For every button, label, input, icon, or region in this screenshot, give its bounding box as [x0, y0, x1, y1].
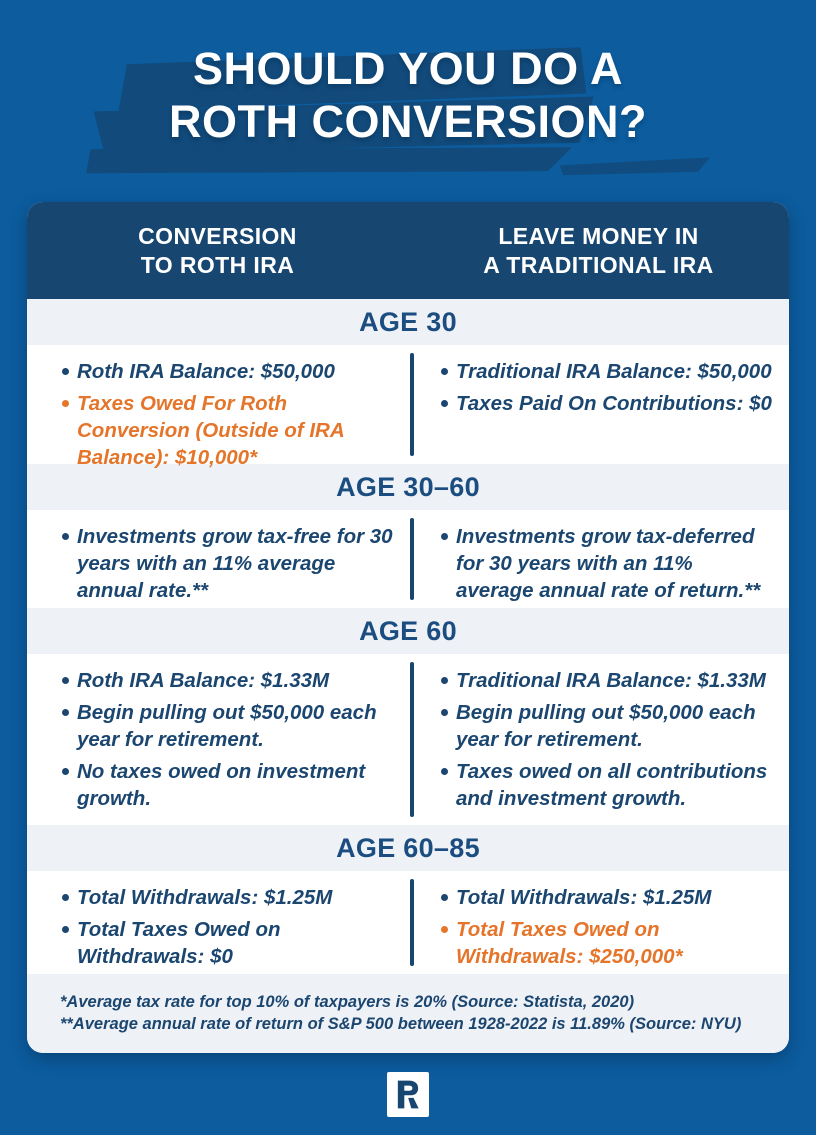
- bullet-item: Roth IRA Balance: $50,000: [60, 358, 394, 385]
- bullet-item: Taxes owed on all contributions and investment growth.: [439, 758, 773, 812]
- bullet-item-highlight: Taxes Owed For Roth Conversion (Outside of IRA Balance): $10,000*: [60, 390, 394, 471]
- bullet-item: Begin pulling out $50,000 each year for retirement.: [60, 699, 394, 753]
- section-label: AGE 60: [359, 615, 457, 646]
- bullet-list: [60, 667, 394, 812]
- section-label: AGE 30–60: [336, 471, 480, 502]
- bullet-item: Taxes Paid On Contributions: $0: [439, 390, 773, 417]
- traditional-cell-age-30-60: [414, 510, 789, 608]
- section-row-age-30: [27, 345, 789, 469]
- bullet-item: Total Withdrawals: $1.25M: [60, 884, 394, 911]
- roth-cell-age-60-85: [27, 871, 410, 974]
- ramsey-r-icon: [396, 1080, 420, 1109]
- section-band-age-60: [27, 608, 789, 654]
- column-header-traditional-line2: A TRADITIONAL IRA: [483, 251, 714, 278]
- brush-stroke: [560, 157, 710, 176]
- bullet-list: [60, 884, 394, 970]
- bullet-item: Investments grow tax-free for 30 years with an 11% average annual rate.**: [60, 523, 394, 604]
- bullet-item: Begin pulling out $50,000 each year for retirement.: [439, 699, 773, 753]
- section-band-age-30: [27, 299, 789, 345]
- roth-cell-age-30-60: [27, 510, 410, 608]
- section-band-age-60-85: [27, 825, 789, 871]
- card-header: [27, 202, 789, 299]
- section-row-age-30-60: [27, 510, 789, 608]
- section-row-age-60: [27, 654, 789, 825]
- bullet-item: Total Taxes Owed on Withdrawals: $0: [60, 916, 394, 970]
- roth-cell-age-30: [27, 345, 410, 469]
- page-title: [0, 42, 816, 148]
- traditional-cell-age-60-85: [414, 871, 789, 974]
- bullet-item: Total Withdrawals: $1.25M: [439, 884, 773, 911]
- bullet-item-highlight: Total Taxes Owed on Withdrawals: $250,000*: [439, 916, 773, 970]
- column-header-roth: [27, 202, 408, 299]
- traditional-cell-age-60: [414, 654, 789, 825]
- traditional-cell-age-30: [414, 345, 789, 464]
- bullet-list: [439, 523, 773, 604]
- section-label: AGE 60–85: [336, 832, 480, 863]
- ramsey-logo: [387, 1072, 429, 1117]
- section-row-age-60-85: [27, 871, 789, 974]
- title-block: [0, 42, 816, 148]
- bullet-item: Traditional IRA Balance: $1.33M: [439, 667, 773, 694]
- page-title-line1: SHOULD YOU DO A: [192, 43, 624, 94]
- page-title-line2: ROTH CONVERSION?: [168, 96, 648, 147]
- bullet-list: [439, 884, 773, 970]
- column-header-roth-line1: CONVERSION: [138, 222, 297, 249]
- bullet-item: Investments grow tax-deferred for 30 years with an 11% average annual rate of return.**: [439, 523, 773, 604]
- comparison-card: [27, 202, 789, 1053]
- bullet-list: [439, 358, 773, 417]
- column-header-traditional: [408, 202, 789, 299]
- bullet-list: [439, 667, 773, 812]
- bullet-item: Roth IRA Balance: $1.33M: [60, 667, 394, 694]
- roth-cell-age-60: [27, 654, 410, 825]
- section-label: AGE 30: [359, 306, 457, 337]
- footnote-1: *Average tax rate for top 10% of taxpayers is 20% (Source: Statista, 2020): [60, 993, 635, 1011]
- footnote-2: **Average annual rate of return of S&P 500 between 1928-2022 is 11.89% (Source: NYU): [60, 1015, 742, 1033]
- bullet-list: [60, 523, 394, 604]
- column-header-traditional-line1: LEAVE MONEY IN: [498, 222, 699, 249]
- bullet-item: Traditional IRA Balance: $50,000: [439, 358, 773, 385]
- column-header-roth-line2: TO ROTH IRA: [140, 251, 295, 278]
- bullet-list: [60, 358, 394, 471]
- bullet-item: No taxes owed on investment growth.: [60, 758, 394, 812]
- footnotes: [27, 974, 789, 1053]
